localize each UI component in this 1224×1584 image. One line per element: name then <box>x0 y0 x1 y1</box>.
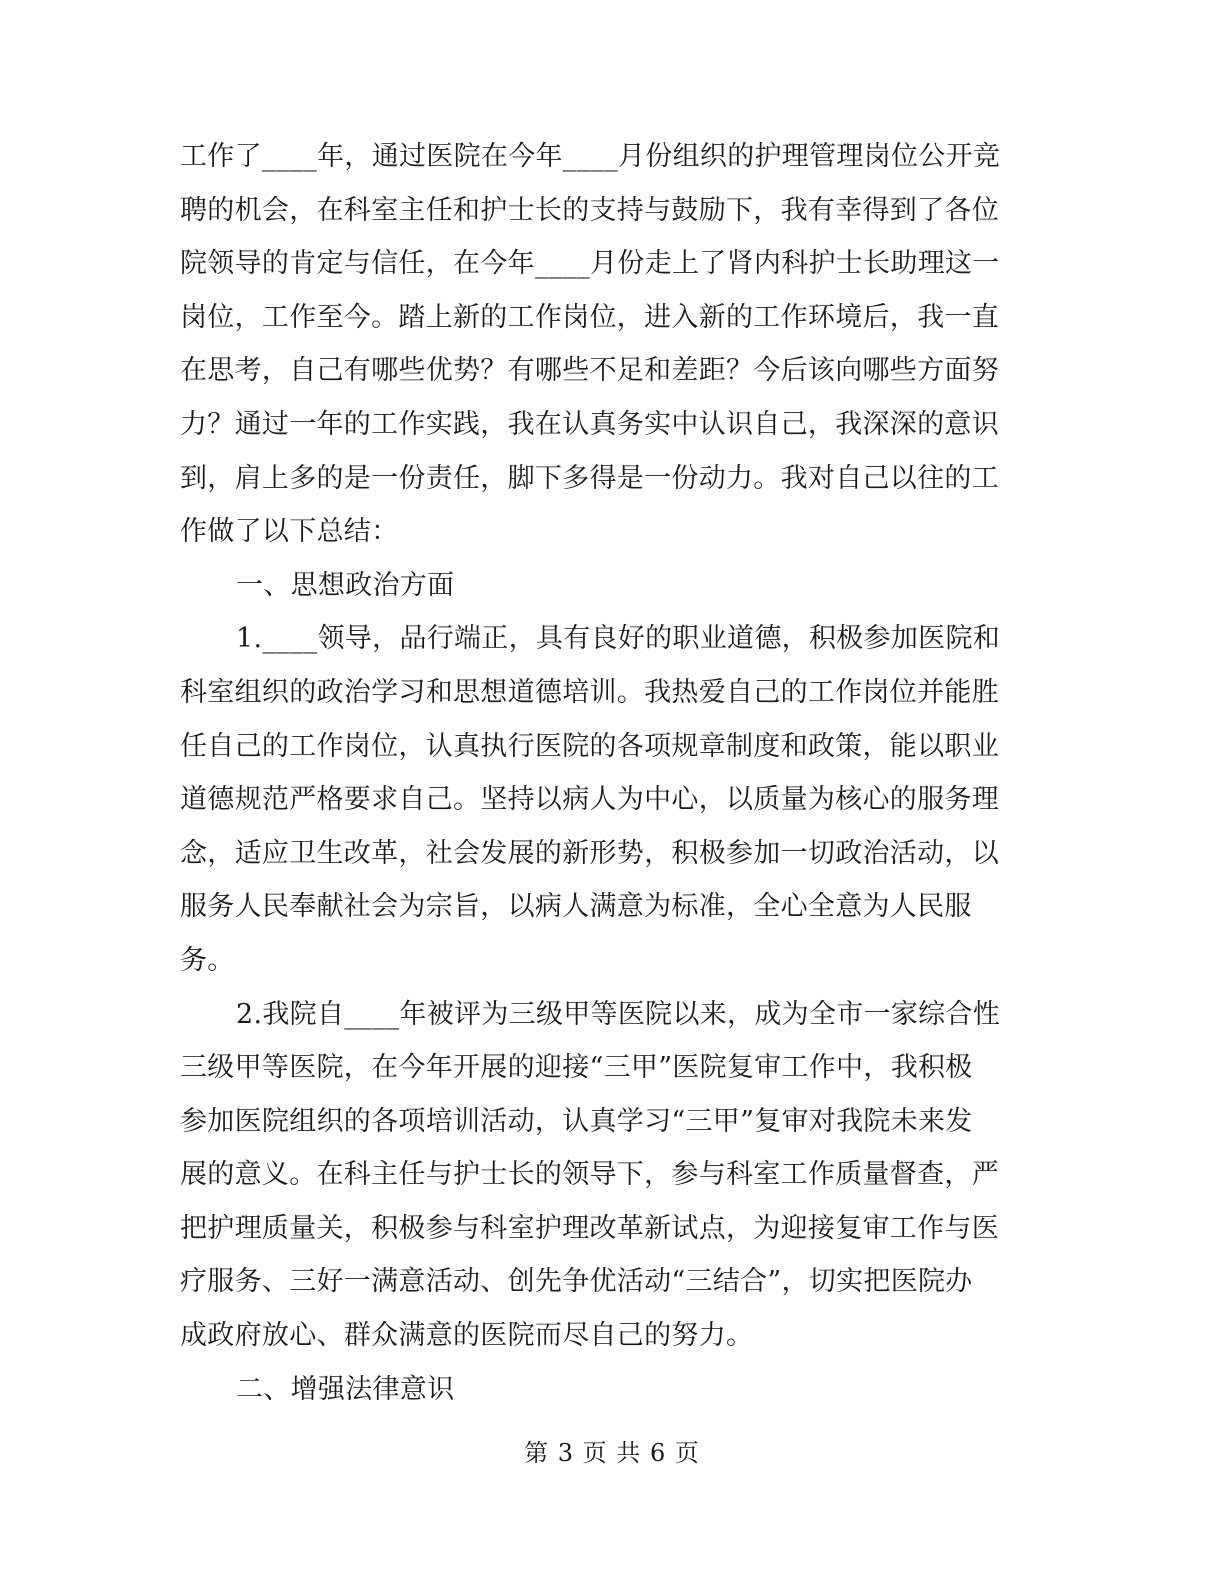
body-line: 展的意义。在科主任与护士长的领导下，参与科室工作质量督查，严 <box>180 1159 999 1191</box>
body-line: 作做了以下总结： <box>180 516 399 548</box>
page-number-footer: 第 3 页 共 6 页 <box>524 1439 700 1467</box>
body-line: 把护理质量关，积极参与科室护理改革新试点，为迎接复审工作与医 <box>180 1212 999 1244</box>
body-line: 1.____领导，品行端正，具有良好的职业道德，积极参加医院和 <box>236 623 1001 655</box>
body-line: 到，肩上多的是一份责任，脚下多得是一份动力。我对自己以往的工 <box>180 462 999 494</box>
body-line: 院领导的肯定与信任，在今年____月份走上了肾内科护士长助理这一 <box>180 248 1000 280</box>
body-line: 念，适应卫生改革，社会发展的新形势，积极参加一切政治活动，以 <box>180 837 999 869</box>
body-line: 聘的机会，在科室主任和护士长的支持与鼓励下，我有幸得到了各位 <box>180 194 999 226</box>
document-body <box>180 130 1016 1416</box>
body-line: 参加医院组织的各项培训活动，认真学习“三甲”复审对我院未来发 <box>180 1105 973 1137</box>
body-line: 力？通过一年的工作实践，我在认真务实中认识自己，我深深的意识 <box>180 408 999 440</box>
body-line: 在思考，自己有哪些优势？有哪些不足和差距？今后该向哪些方面努 <box>180 355 999 387</box>
body-line: 道德规范严格要求自己。坚持以病人为中心，以质量为核心的服务理 <box>180 784 999 816</box>
body-line: 科室组织的政治学习和思想道德培训。我热爱自己的工作岗位并能胜 <box>180 676 999 708</box>
body-line: 务。 <box>180 944 235 976</box>
body-line: 工作了____年，通过医院在今年____月份组织的护理管理岗位公开竞 <box>180 141 1001 172</box>
body-line: 成政府放心、群众满意的医院而尽自己的努力。 <box>180 1320 754 1352</box>
body-line: 岗位，工作至今。踏上新的工作岗位，进入新的工作环境后，我一直 <box>180 301 999 333</box>
body-line: 疗服务、三好一满意活动、创先争优活动“三结合”，切实把医院办 <box>180 1266 973 1298</box>
body-line: 服务人民奉献社会为宗旨，以病人满意为标准，全心全意为人民服 <box>180 891 972 923</box>
body-line: 三级甲等医院，在今年开展的迎接“三甲”医院复审工作中，我积极 <box>180 1052 973 1084</box>
section-heading: 二、增强法律意识 <box>236 1373 455 1405</box>
body-line: 2.我院自____年被评为三级甲等医院以来，成为全市一家综合性 <box>236 998 1001 1030</box>
section-heading: 一、思想政治方面 <box>236 569 455 601</box>
body-line: 任自己的工作岗位，认真执行医院的各项规章制度和政策，能以职业 <box>180 730 999 762</box>
